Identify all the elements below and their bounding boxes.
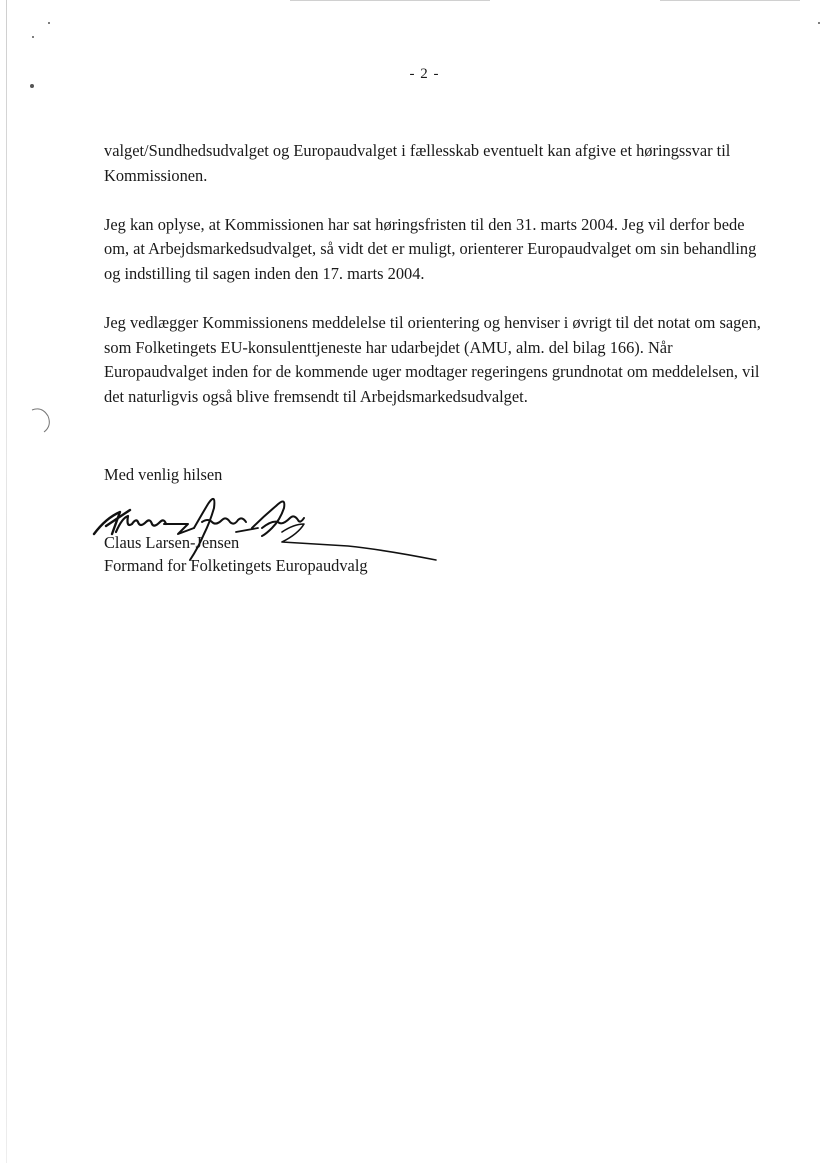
scan-edge <box>6 0 7 1163</box>
body-paragraph: valget/Sundhedsudvalget og Europaudvalget i fællesskab eventuelt kan afgive et høringssvar til Kommissionen. <box>104 141 731 185</box>
scan-speck <box>32 36 34 38</box>
signer-title: Formand for Folketingets Europaudvalg <box>104 556 368 575</box>
signer-name: Claus Larsen-Jensen <box>104 533 240 552</box>
margin-bracket-mark <box>28 404 58 434</box>
body-paragraph: Jeg kan oplyse, at Kommissionen har sat høringsfristen til den 31. marts 2004. Jeg vil derfor bede om, at Arbejdsmarkedsudvalget, så vidt det er muligt, orienterer Europaudvalget om sin behandling og indstilling til sagen inden den 17. marts 2004. <box>104 214 757 283</box>
page-number: - 2 - <box>409 66 440 82</box>
scan-speck <box>48 22 50 24</box>
scan-top-rule <box>660 0 800 1</box>
handwritten-signature <box>86 488 446 578</box>
letter-body <box>104 139 764 434</box>
scan-speck <box>30 84 34 88</box>
scan-speck <box>818 22 820 24</box>
closing-greeting: Med venlig hilsen <box>104 465 223 484</box>
scan-top-rule <box>290 0 490 1</box>
body-paragraph: Jeg vedlægger Kommissionens meddelelse til orientering og henviser i øvrigt til det notat om sagen, som Folketingets EU-konsulenttjeneste har udarbejdet (AMU, alm. del bilag 166). Når Europaudvalget inden for de kommende uger modtager regeringens grundnotat om meddelelsen, vil det naturligvis også blive fremsendt til Arbejdsmarkedsudvalget. <box>104 313 761 406</box>
